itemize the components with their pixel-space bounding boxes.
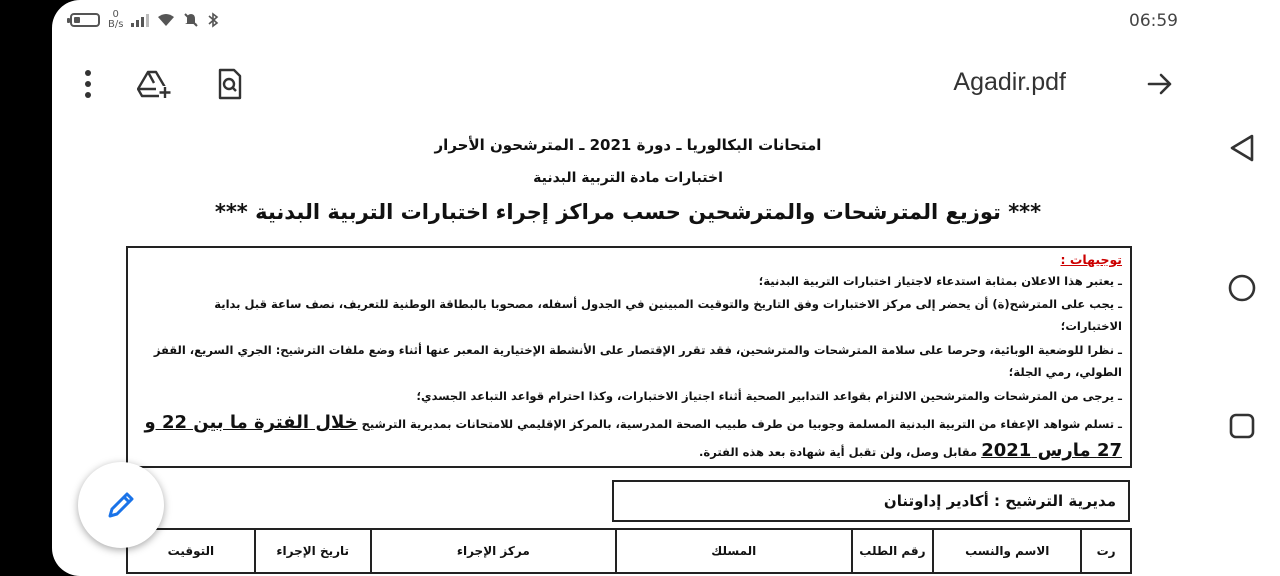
instruction-line: الطولي، رمي الجلة؛	[1008, 365, 1122, 379]
table-header-row	[127, 529, 1131, 573]
mute-icon	[183, 12, 199, 28]
document-title: Agadir.pdf	[953, 68, 1066, 96]
status-icons	[70, 10, 219, 30]
edit-fab[interactable]	[78, 462, 164, 548]
phone-screen	[52, 0, 1280, 576]
exam-subtitle: اختبارات مادة التربية البدنية	[533, 170, 723, 186]
table-header: التوقيت	[127, 529, 255, 573]
table-header: المسلك	[616, 529, 851, 573]
system-nav-bar	[1204, 100, 1280, 576]
instructions-box	[126, 246, 1132, 468]
table-header: الاسم والنسب	[933, 529, 1081, 573]
more-vert-icon[interactable]	[68, 64, 108, 104]
directorate-box: مديرية الترشيح : أكادير إداوتنان	[612, 480, 1130, 522]
status-time: 06:59	[1129, 11, 1178, 31]
network-speed	[108, 10, 123, 30]
candidates-table	[126, 528, 1132, 574]
exam-title: امتحانات البكالوريا ـ دورة 2021 ـ المترشحون الأحرار	[434, 136, 822, 154]
arrow-forward-icon[interactable]	[1140, 64, 1180, 104]
instruction-line: ـ نظرا للوضعية الوبائية، وحرصا على سلامة المترشحات والمترشحين، فقد تقرر الإقتصار على الأنشطة الإختيارية المعبر عنها أثناء وضع ملفات الترشيح: الجري السريع، القفز	[153, 343, 1122, 357]
signal-icon	[131, 13, 149, 27]
table-header: مركز الإجراء	[371, 529, 616, 573]
pdf-page	[124, 124, 1132, 576]
add-to-drive-icon[interactable]	[134, 64, 174, 104]
battery-icon	[70, 13, 100, 27]
recents-square-icon[interactable]	[1222, 406, 1262, 446]
instruction-line: ـ يرجى من المترشحات والمترشحين الالتزام بقواعد التدابير الصحية أثناء اجتياز الاختبارات، وكذا احترام قواعد التباعد الجسدي؛	[416, 389, 1122, 403]
home-circle-icon[interactable]	[1222, 268, 1262, 308]
instruction-line: الاختبارات؛	[1060, 319, 1122, 333]
distribution-title: *** توزيع المترشحات والمترشحين حسب مراكز إجراء اختبارات التربية البدنية ***	[214, 200, 1042, 224]
instruction-line	[144, 412, 1122, 433]
instruction-text: مقابل وصل، ولن تقبل أية شهادة بعد هذه الفترة.	[699, 445, 978, 459]
instruction-text: ـ تسلم شواهد الإعفاء من التربية البدنية المسلمة وجوبيا من طرف طبيب الصحة المدرسية، بالمركز الإقليمي للامتحانات بمديرية الترشيح	[361, 417, 1122, 431]
table-header: رقم الطلب	[852, 529, 934, 573]
network-speed-unit: B/s	[108, 19, 124, 30]
pdf-toolbar	[52, 52, 1204, 114]
instruction-line: ـ يجب على المترشح(ة) أن يحضر إلى مركز الاختبارات وفق التاريخ والتوقيت المبينين في الجدول أسفله، مصحوبا بالبطاقة الوطنية للتعريف، نصف ساعة قبل بداية	[214, 297, 1122, 311]
status-bar	[52, 0, 1204, 44]
network-speed-value: 0	[112, 9, 119, 20]
table-header: رت	[1081, 529, 1131, 573]
period-start: خلال الفترة ما بين 22 و	[144, 412, 358, 433]
search-document-icon[interactable]	[210, 64, 250, 104]
wifi-icon	[157, 13, 175, 27]
bluetooth-icon	[207, 12, 219, 28]
back-triangle-icon[interactable]	[1222, 128, 1262, 168]
edit-pencil-icon	[105, 489, 137, 521]
instruction-line	[699, 440, 1122, 461]
instructions-heading: توجيهات :	[1060, 252, 1122, 267]
instruction-line: ـ يعتبر هذا الاعلان بمثابة استدعاء لاجتياز اختبارات التربية البدنية؛	[758, 274, 1122, 288]
period-end: 27 مارس 2021	[981, 440, 1122, 461]
table-header: تاريخ الإجراء	[255, 529, 371, 573]
